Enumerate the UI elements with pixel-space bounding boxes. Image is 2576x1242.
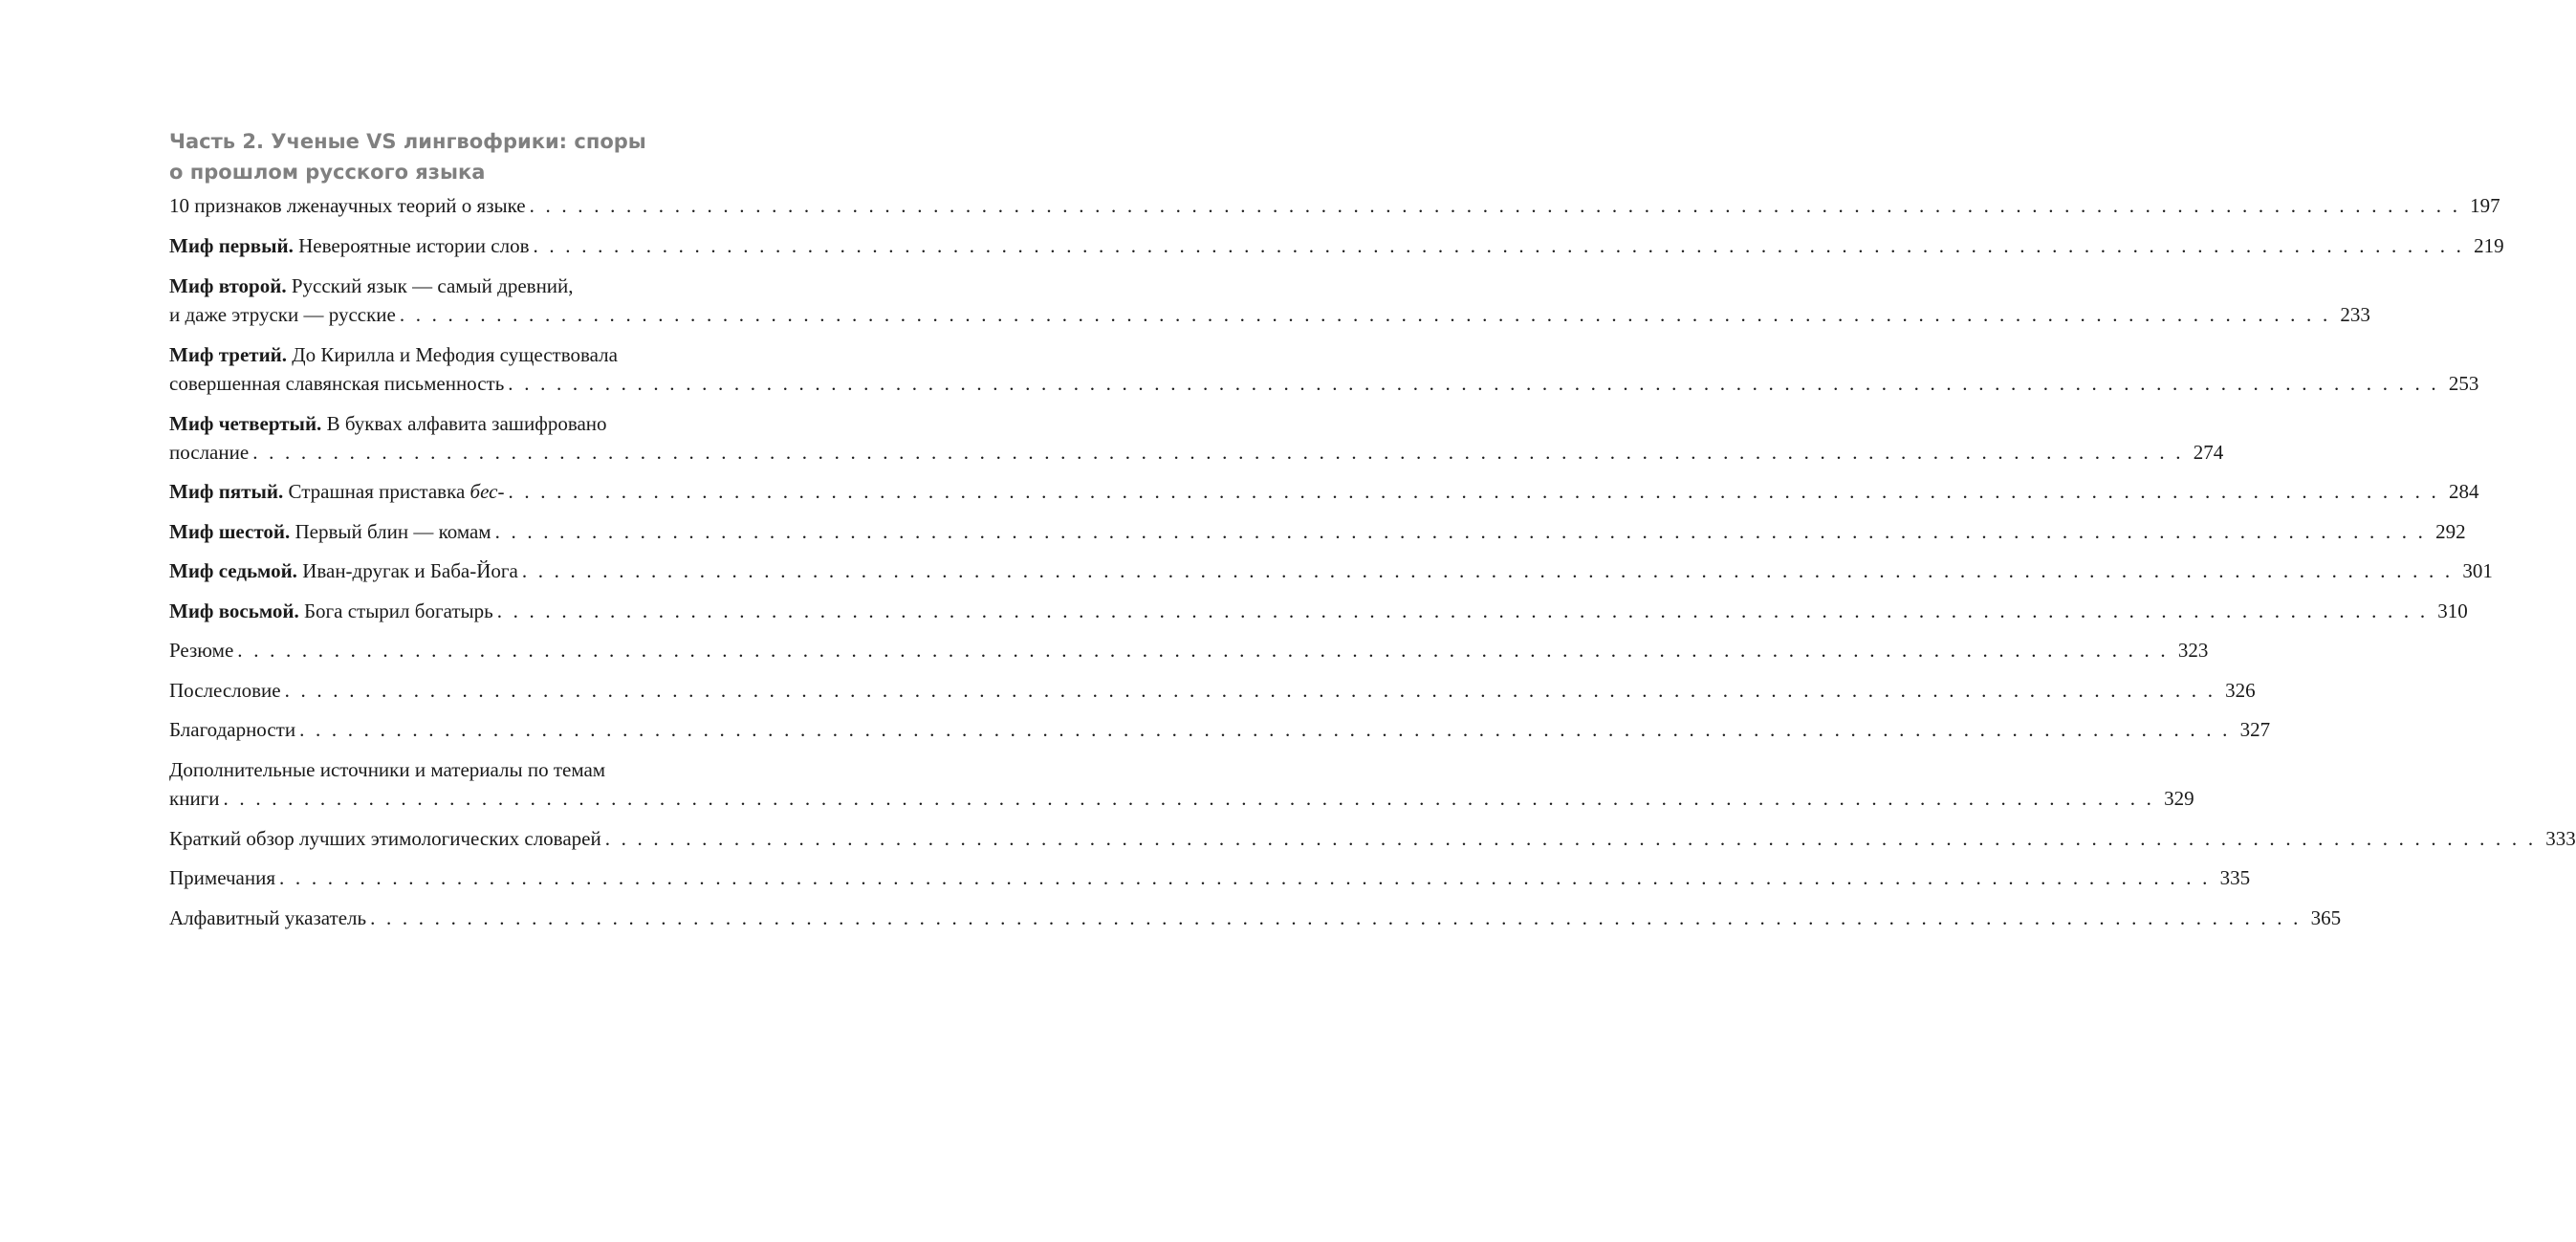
toc-entry-text: книги [169, 787, 220, 810]
toc-entry-last-line [169, 477, 2479, 506]
toc-entry-last-line [169, 191, 2500, 220]
toc-entry-title [169, 676, 281, 705]
toc-entry-lead: Миф второй. [169, 273, 287, 297]
toc-entry-last-line [169, 597, 2468, 625]
toc-page-number: 326 [2225, 678, 2256, 702]
toc-entry-last-line [169, 556, 2493, 585]
toc-entry [169, 824, 2576, 853]
dot-leader: . . . . . . . . . . . . . . . . . . . . . . . . . . . . . . . . . . . . . . . . . . . . . . . . . . . . . . . . . . . . . . . . . . . . . . . . . . . . . . . . . . . . . . . . . . . . . . . . . . . . . . . . . . . . . . . . . . . . . . . . [284, 678, 2216, 702]
toc-entry-title [169, 477, 504, 506]
toc-entry-title [169, 556, 518, 585]
toc-entry-lead: Миф седьмой. [169, 559, 297, 582]
toc-page-number: 219 [2474, 233, 2504, 257]
dot-leader: . . . . . . . . . . . . . . . . . . . . . . . . . . . . . . . . . . . . . . . . . . . . . . . . . . . . . . . . . . . . . . . . . . . . . . . . . . . . . . . . . . . . . . . . . . . . . . . . . . . . . . . . . . . . . . . . . . . . . . . . [399, 302, 2331, 326]
toc-entry-text: 10 признаков лженаучных теорий о языке [169, 194, 526, 217]
toc-entry-lead: Миф третий. [169, 342, 288, 366]
toc-page-number: 329 [2164, 787, 2194, 810]
toc-entry-last-line [169, 369, 2479, 398]
toc-page-number: 233 [2340, 302, 2370, 326]
toc-entry-last-line [169, 784, 2194, 813]
part-heading-line-1: Часть 2. Ученые VS лингвофрики: споры [169, 130, 646, 153]
toc-entry-title [169, 343, 618, 366]
toc-page-number: 274 [2193, 440, 2224, 464]
dot-leader: . . . . . . . . . . . . . . . . . . . . . . . . . . . . . . . . . . . . . . . . . . . . . . . . . . . . . . . . . . . . . . . . . . . . . . . . . . . . . . . . . . . . . . . . . . . . . . . . . . . . . . . . . . . . . . . . . . . . . . . . [252, 440, 2184, 464]
toc-entry-title [169, 904, 366, 932]
toc-entry-text: Первый блин — комам [295, 519, 491, 543]
toc-page-number: 284 [2449, 480, 2479, 503]
toc-entry [169, 556, 2493, 585]
toc-entry-last-line [169, 438, 2224, 467]
toc-entry-text: Резюме [169, 639, 234, 662]
dot-leader: . . . . . . . . . . . . . . . . . . . . . . . . . . . . . . . . . . . . . . . . . . . . . . . . . . . . . . . . . . . . . . . . . . . . . . . . . . . . . . . . . . . . . . . . . . . . . . . . . . . . . . . . . . . . . . . . . . . . . . . . [279, 866, 2211, 889]
dot-leader: . . . . . . . . . . . . . . . . . . . . . . . . . . . . . . . . . . . . . . . . . . . . . . . . . . . . . . . . . . . . . . . . . . . . . . . . . . . . . . . . . . . . . . . . . . . . . . . . . . . . . . . . . . . . . . . . . . . . . . . . [529, 194, 2461, 217]
dot-leader: . . . . . . . . . . . . . . . . . . . . . . . . . . . . . . . . . . . . . . . . . . . . . . . . . . . . . . . . . . . . . . . . . . . . . . . . . . . . . . . . . . . . . . . . . . . . . . . . . . . . . . . . . . . . . . . . . . . . . . . . [604, 826, 2537, 850]
toc-entry [169, 904, 2342, 932]
toc-entry-line [169, 755, 784, 784]
toc-page-number: 335 [2219, 866, 2251, 889]
toc-entry-last-line [169, 863, 2251, 892]
toc-entry-title [169, 863, 275, 892]
toc-entry [169, 272, 2370, 329]
toc-entry-title [169, 274, 574, 297]
dot-leader: . . . . . . . . . . . . . . . . . . . . . . . . . . . . . . . . . . . . . . . . . . . . . . . . . . . . . . . . . . . . . . . . . . . . . . . . . . . . . . . . . . . . . . . . . . . . . . . . . . . . . . . . . . . . . . . . . . . . . . . . [533, 233, 2465, 257]
toc-entry-last-line [169, 676, 2256, 705]
dot-leader: . . . . . . . . . . . . . . . . . . . . . . . . . . . . . . . . . . . . . . . . . . . . . . . . . . . . . . . . . . . . . . . . . . . . . . . . . . . . . . . . . . . . . . . . . . . . . . . . . . . . . . . . . . . . . . . . . . . . . . . . [237, 639, 2169, 662]
toc-entry-last-line [169, 231, 2504, 260]
toc-entry-lead: Миф восьмой. [169, 599, 299, 622]
dot-leader: . . . . . . . . . . . . . . . . . . . . . . . . . . . . . . . . . . . . . . . . . . . . . . . . . . . . . . . . . . . . . . . . . . . . . . . . . . . . . . . . . . . . . . . . . . . . . . . . . . . . . . . . . . . . . . . . . . . . . . . . [494, 519, 2427, 543]
toc-entry-last-line [169, 300, 2370, 329]
toc-entry [169, 636, 2209, 665]
part-heading [169, 126, 784, 187]
toc-entry-lead: Миф пятый. [169, 480, 284, 503]
toc-page-number: 301 [2462, 559, 2493, 582]
dot-leader: . . . . . . . . . . . . . . . . . . . . . . . . . . . . . . . . . . . . . . . . . . . . . . . . . . . . . . . . . . . . . . . . . . . . . . . . . . . . . . . . . . . . . . . . . . . . . . . . . . . . . . . . . . . . . . . . . . . . . . . . [223, 787, 2155, 810]
toc-entry-lead: Миф первый. [169, 233, 294, 257]
toc-entry-text: Послесловие [169, 678, 281, 702]
toc-entry-title [169, 231, 530, 260]
toc-page-number: 327 [2239, 718, 2271, 741]
toc-entry-last-line [169, 636, 2209, 665]
toc-entry-text: послание [169, 440, 250, 464]
toc-entry [169, 597, 2468, 625]
toc-entry-title [169, 636, 233, 665]
toc-entry-last-line [169, 517, 2466, 546]
toc-entry-text: совершенная славянская письменность [169, 371, 505, 395]
toc-entry-title [169, 784, 220, 813]
toc-entry [169, 715, 2271, 744]
dot-leader: . . . . . . . . . . . . . . . . . . . . . . . . . . . . . . . . . . . . . . . . . . . . . . . . . . . . . . . . . . . . . . . . . . . . . . . . . . . . . . . . . . . . . . . . . . . . . . . . . . . . . . . . . . . . . . . . . . . . . . . . [521, 559, 2454, 582]
toc-entry-text: Краткий обзор лучших этимологических словарей [169, 826, 601, 850]
toc-entry-text: До Кирилла и Мефодия существовала [292, 342, 618, 366]
toc-entry-title [169, 715, 295, 744]
toc-page-number: 253 [2448, 371, 2479, 395]
dot-leader: . . . . . . . . . . . . . . . . . . . . . . . . . . . . . . . . . . . . . . . . . . . . . . . . . . . . . . . . . . . . . . . . . . . . . . . . . . . . . . . . . . . . . . . . . . . . . . . . . . . . . . . . . . . . . . . . . . . . . . . . [370, 905, 2302, 929]
toc-entry-text: Иван-другак и Баба-Йога [302, 559, 518, 582]
toc-entry-line [169, 340, 784, 369]
toc-page-number: 197 [2470, 194, 2500, 217]
toc-entry-title [169, 412, 607, 435]
toc-entry [169, 676, 2256, 705]
toc-entry-italic: бес- [469, 480, 505, 503]
dot-leader: . . . . . . . . . . . . . . . . . . . . . . . . . . . . . . . . . . . . . . . . . . . . . . . . . . . . . . . . . . . . . . . . . . . . . . . . . . . . . . . . . . . . . . . . . . . . . . . . . . . . . . . . . . . . . . . . . . . . . . . . [496, 599, 2429, 622]
toc-entry-text: Алфавитный указатель [169, 905, 367, 929]
dot-leader: . . . . . . . . . . . . . . . . . . . . . . . . . . . . . . . . . . . . . . . . . . . . . . . . . . . . . . . . . . . . . . . . . . . . . . . . . . . . . . . . . . . . . . . . . . . . . . . . . . . . . . . . . . . . . . . . . . . . . . . . [508, 480, 2440, 503]
dot-leader: . . . . . . . . . . . . . . . . . . . . . . . . . . . . . . . . . . . . . . . . . . . . . . . . . . . . . . . . . . . . . . . . . . . . . . . . . . . . . . . . . . . . . . . . . . . . . . . . . . . . . . . . . . . . . . . . . . . . . . . . [299, 718, 2231, 741]
toc-entry-text: и даже этруски — русские [169, 302, 396, 326]
toc-page-number: 310 [2437, 599, 2468, 622]
toc-entry [169, 477, 2479, 506]
toc-entry [169, 231, 2504, 260]
toc-entry-text: Дополнительные источники и материалы по темам [169, 758, 606, 781]
toc-entry-text: Русский язык — самый древний, [291, 273, 574, 297]
table-of-contents [169, 126, 2576, 932]
part-heading-line-2: о прошлом русского языка [169, 161, 486, 184]
toc-entry-last-line [169, 904, 2342, 932]
toc-entry-text: Страшная приставка [288, 480, 466, 503]
toc-entry-text: Примечания [169, 866, 276, 889]
toc-entry-title [169, 369, 504, 398]
toc-entry-line [169, 272, 784, 300]
toc-entry-text: Невероятные истории слов [298, 233, 530, 257]
toc-entry-lead: Миф четвертый. [169, 411, 322, 435]
toc-page-number: 323 [2177, 639, 2209, 662]
toc-page-number: 333 [2545, 826, 2576, 850]
toc-entry [169, 755, 2194, 813]
toc-entry-lead: Миф шестой. [169, 519, 291, 543]
toc-entry [169, 517, 2466, 546]
toc-entry-last-line [169, 824, 2576, 853]
toc-entry-title [169, 300, 396, 329]
toc-entry [169, 409, 2224, 467]
toc-list [169, 191, 2576, 932]
toc-entry [169, 191, 2500, 220]
toc-entry-title [169, 517, 491, 546]
toc-entry-title [169, 438, 249, 467]
toc-page-number: 292 [2435, 519, 2466, 543]
toc-entry-text: В буквах алфавита зашифровано [326, 411, 607, 435]
toc-entry-title [169, 824, 601, 853]
toc-entry-text: Благодарности [169, 718, 296, 741]
dot-leader: . . . . . . . . . . . . . . . . . . . . . . . . . . . . . . . . . . . . . . . . . . . . . . . . . . . . . . . . . . . . . . . . . . . . . . . . . . . . . . . . . . . . . . . . . . . . . . . . . . . . . . . . . . . . . . . . . . . . . . . . [508, 371, 2439, 395]
toc-entry-line [169, 409, 784, 438]
toc-entry-title [169, 758, 605, 781]
toc-entry-last-line [169, 715, 2271, 744]
toc-page-number: 365 [2310, 905, 2342, 929]
toc-entry-title [169, 597, 493, 625]
toc-entry-text: Бога стырил богатырь [303, 599, 493, 622]
toc-entry [169, 863, 2251, 892]
toc-entry-title [169, 191, 526, 220]
toc-entry [169, 340, 2479, 398]
